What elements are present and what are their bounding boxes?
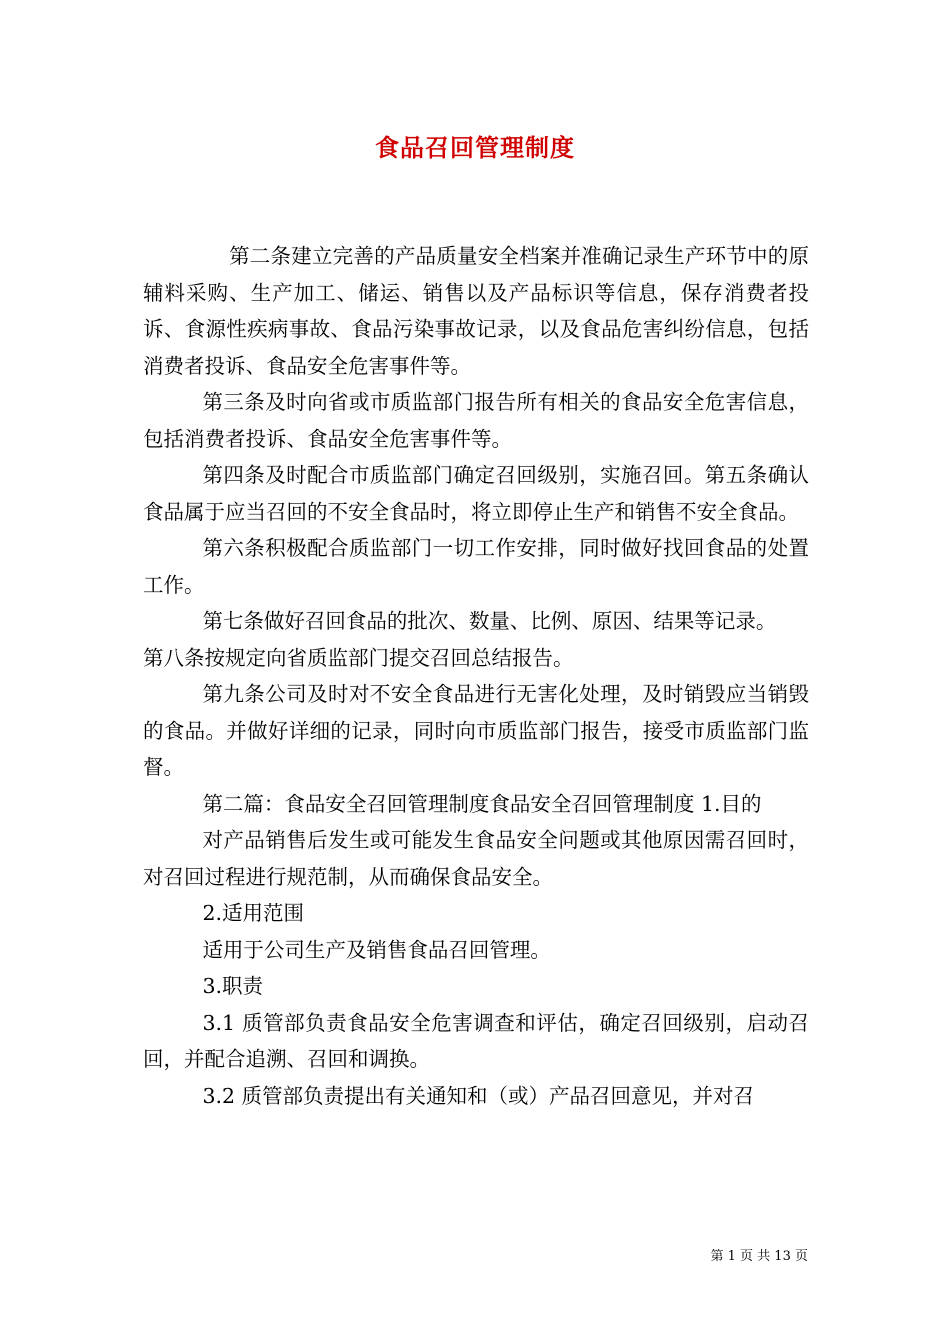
footer-current-page: 1 <box>727 1249 736 1264</box>
page-number-footer <box>710 1247 808 1267</box>
paragraph-article-4: 第四条及时配合市质监部门确定召回级别，实施召回。第五条确认食品属于应当召回的不安全食品时，将立即停止生产和销售不安全食品。 <box>143 463 809 524</box>
section-heading-scope: 2.适用范围 <box>202 901 304 925</box>
footer-total-pages: 13 <box>774 1249 791 1264</box>
page-title: 食品召回管理制度 <box>375 133 575 162</box>
paragraph-article-3: 第三条及时向省或市质监部门报告所有相关的食品安全危害信息，包括消费者投诉、食品安全危害事件等。 <box>143 390 809 451</box>
paragraph-purpose: 对产品销售后发生或可能发生食品安全问题或其他原因需召回时，对召回过程进行规范制，从而确保食品安全。 <box>143 828 809 889</box>
paragraph-responsibility-3-2: 3.2 质管部负责提出有关通知和（或）产品召回意见，并对召 <box>202 1083 755 1108</box>
paragraph-article-6: 第六条积极配合质监部门一切工作安排，同时做好找回食品的处置工作。 <box>143 536 809 597</box>
paragraph-article-7: 第七条做好召回食品的批次、数量、比例、原因、结果等记录。 <box>202 609 777 633</box>
paragraph-part-two-heading: 第二篇：食品安全召回管理制度食品安全召回管理制度 1.目的 <box>202 791 762 816</box>
paragraph-article-9: 第九条公司及时对不安全食品进行无害化处理，及时销毁应当销毁的食品。并做好详细的记录，同时向市质监部门报告，接受市质监部门监督。 <box>143 682 809 779</box>
paragraph-responsibility-3-1: 3.1 质管部负责食品安全危害调查和评估，确定召回级别，启动召回，并配合追溯、召回和调换。 <box>143 1010 809 1071</box>
footer-suffix: 页 <box>794 1249 808 1264</box>
footer-prefix: 第 <box>710 1249 724 1264</box>
footer-middle: 页 共 <box>740 1249 771 1264</box>
paragraph-article-8: 第八条按规定向省质监部门提交召回总结报告。 <box>143 645 574 670</box>
paragraph-scope: 适用于公司生产及销售食品召回管理。 <box>202 937 551 962</box>
section-heading-responsibilities: 3.职责 <box>202 974 263 998</box>
document-body <box>143 238 809 1114</box>
paragraph-article-2: 第二条建立完善的产品质量安全档案并准确记录生产环节中的原辅料采购、生产加工、储运、销售以及产品标识等信息，保存消费者投诉、食源性疾病事故、食品污染事故记录，以及食品危害纠纷信息，包括消费者投诉、食品安全危害事件等。 <box>143 244 809 378</box>
